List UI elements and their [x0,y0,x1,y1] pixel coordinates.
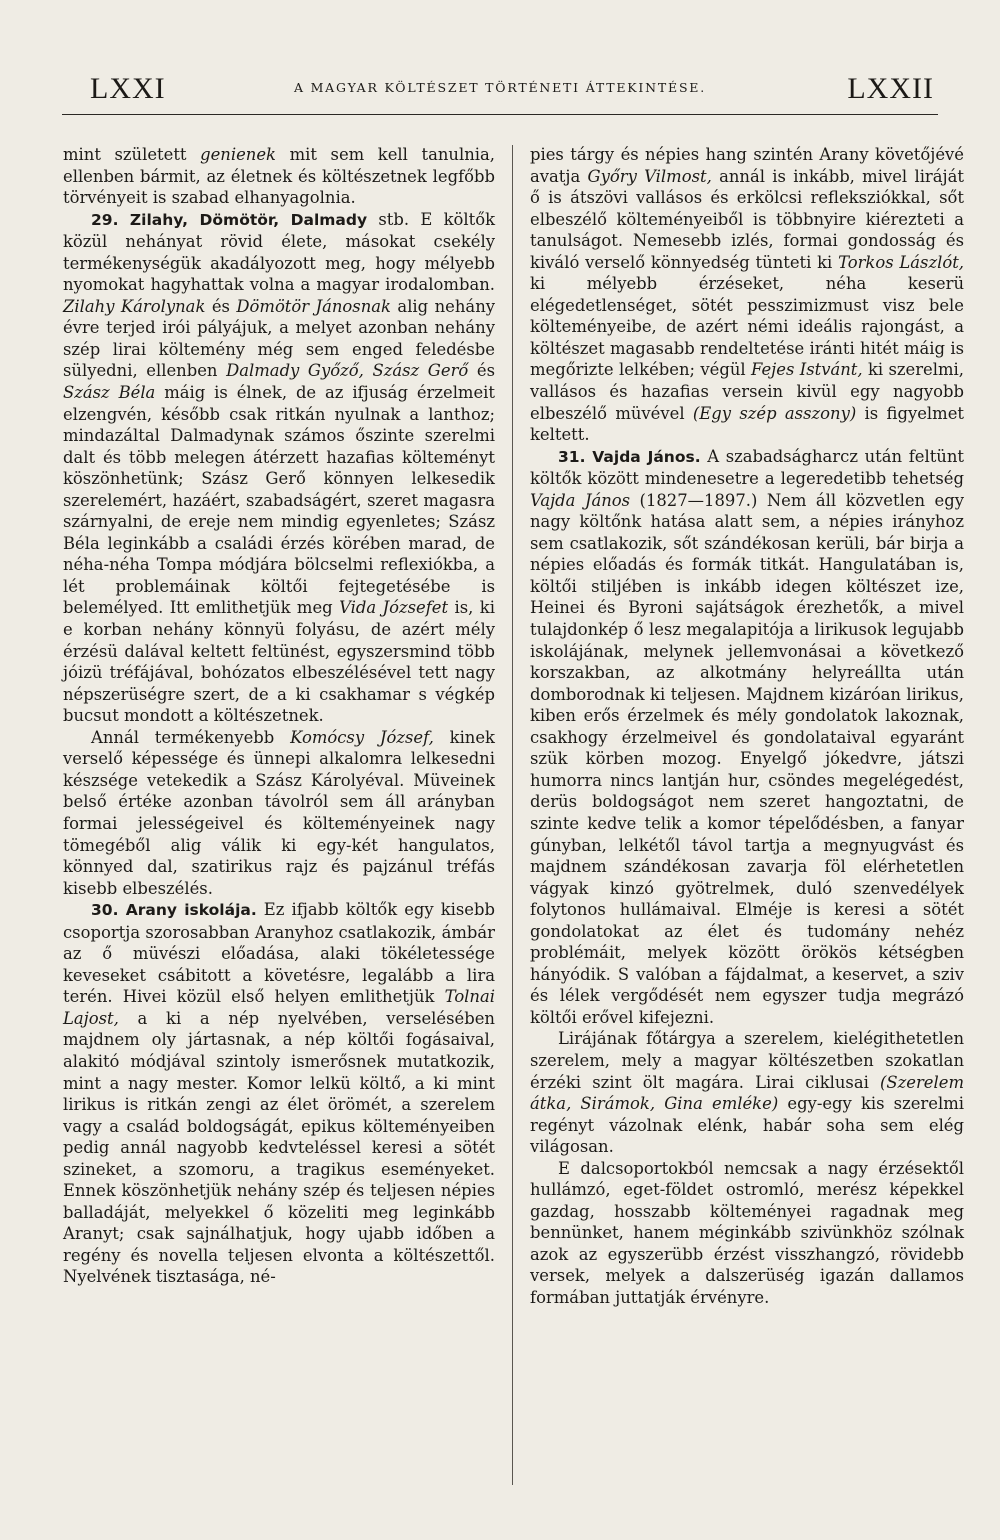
section-heading: 29. Zilahy, Dömötör, Dalmady [91,210,368,229]
page-number-right: LXXII [847,72,934,105]
left-column [63,144,495,1288]
section-31: 31. Vajda János. A szabadságharcz után feltünt költők között mindenesetre a legeredetibb tehetség Vajda János (1827—1897.) Nem áll közvetlen egy nagy költőnk hatása alatt sem, a népies irányhoz sem csatlakozik, sőt szándékosan kerüli, bár birja a népies előadás és formák titkát. Hangulatában is, költői stiljében is inkább idegen költészet ize, Heinei és Byroni sajátságok érezhetők, a mivel tulajdonkép ő lesz megalapitója a lirikusok legujabb iskolájának, melynek jellemvonásai a következő korszakban, az alkotmány helyreállta után domborodnak ki teljesen. Majdnem kizáróan lirikus, kiben erős érzelmek és mély gondolatok lakoznak, csakhogy érzelmeivel és gondolataival egyaránt szük körben mozog. Enyelgő jókedvre, játszi humorra nincs lantján hur, csöndes megelégedést, derüs boldogságot nem szeret hangoztatni, de szinte kedve telik a komor tépelődésben, a fanyar gúnyban, lelkétől távol tartja a megnyugvást és majdnem szándékosan zavarja föl elérhetetlen vágyak kinzó gyötrelmek, duló szenvedélyek folytonos hullámaival. Elméje is keresi a sötét gondolatokat az élet és tudomány nehéz problémáit, melyek között örökös kétségben hányódik. S valóban a fájdalmat, a keservet, a sziv és lélek vergődését nem egyszer tudja megrázó költői erővel kifejezni. [530,446,964,1027]
section-heading: 31. Vajda János. [558,447,701,466]
paragraph: pies tárgy és népies hang szintén Arany követőjévé avatja Győry Vilmost, annál is inkább, mivel liráját ő is átszövi vallásos és erkölcsi refleksziókkal, sőt elbeszélő költeményeiből is többnyire kiérezteti a tanulságot. Nemesebb izlés, formai gondosság és kiváló verselő könnyedség tünteti ki Torkos Lászlót, ki mélyebb érzéseket, néha keserü elégedetlenséget, sötét pesszimizmust visz bele költeményeibe, de azért némi ideális rajongást, a költészet magasabb rendeltetése iránti hitét máig is megőrizte lelkében; végül Fejes Istvánt, ki szerelmi, vallásos és hazafias versein kivül egy nagyobb elbeszélő müvével (Egy szép asszony) is figyelmet keltett. [530,145,964,445]
page-header [62,60,938,115]
section-29: 29. Zilahy, Dömötör, Dalmady stb. E költők közül nehányat rövid élete, másokat csekély termékenységük akadályozott meg, hogy mélyebb nyomokat hagyhattak volna a magyar irodalomban. Zilahy Károlynak és Dömötör Jánosnak alig nehány évre terjed irói pályájuk, a melyet azonban nehány szép lirai költemény még sem enged feledésbe sülyedni, ellenben Dalmady Győző, Szász Gerő és Szász Béla máig is élnek, de az ifjuság érzelmeit elzengvén, később csak ritkán nyulnak a lanthoz; mindazáltal Dalmadynak számos őszinte szerelmi dalt és több melegen átérzett hazafias költeményt köszönhetünk; Szász Gerő könnyen lelkesedik szerelemért, hazáért, szabadságért, szeret magasra szárnyalni, de ereje nem mindig egyenletes; Szász Béla leginkább a családi érzés körében marad, de néha-néha Tompa módjára bölcselmi reflexiókba, a lét problemáinak költői fejtegetésébe is belemélyed. Itt emlithetjük meg Vida Józsefet is, ki e korban nehány könnyü folyásu, de azért mély érzésü dalával keltett feltünést, egyszersmind több jóizü tréfájával, bohózatos elbeszélésével tett nagy népszerüségre szert, de a ki csakhamar s végkép bucsut mondott a költészetnek. [63,209,496,726]
running-title: A MAGYAR KÖLTÉSZET TÖRTÉNETI ÁTTEKINTÉSE. [293,80,707,95]
column-divider [512,145,513,1485]
right-column [530,144,964,1309]
section-heading: 30. Arany iskolája. [91,901,257,920]
paragraph: Annál termékenyebb Komócsy József, kinek verselő képessége és ünnepi alkalomra lelkesedni készsége vetekedik a Szász Károlyéval. Müveinek belső értéke azonban távolról sem áll arányban formai jelességeivel és költeményeinek nagy tömegéből alig válik ki egy-két hangulatos, könnyed dal, szatirikus rajz és pajzánul tréfás kisebb elbeszélés. [63,727,495,898]
paragraph: E dalcsoportokból nemcsak a nagy érzésektől hullámzó, eget-földet ostromló, merész képekkel gazdag, hosszabb költeményei ragadnak meg bennünket, hanem méginkább szivünkhöz szólnak azok az egyszerübb érzést visszhangzó, rövidebb versek, melyek a dalszerüség igazán dallamos formában juttatják érvényre. [530,1158,964,1307]
paragraph: mint született genienek mit sem kell tanulnia, ellenben bármit, az életnek és költészetnek legfőbb törvényeit is szabad elhanyagolnia. [63,145,495,208]
section-30: 30. Arany iskolája. Ez ifjabb költők egy kisebb csoportja szorosabban Aranyhoz csatlakozik, ámbár az ő müvészi előadása, alaki tökéletessége keveseket csábitott a követésre, legalább a lira terén. Hivei közül első helyen emlithetjük Tolnai Lajost, a ki a nép nyelvében, verselésében majdnem oly jártasnak, a nép költői fogásaival, alakitó módjával szintoly ismerősnek mutatkozik, mint a nagy mester. Komor lelkü költő, a ki mint lirikus is ritkán zengi az élet örömét, a szerelem vagy a család boldogságát, epikus költeményeiben pedig annál nagyobb kedvteléssel keresi a sötét szineket, a szomoru, a tragikus eseményeket. Ennek köszönhetjük nehány szép és teljesen népies balladáját, melyekkel ő közeliti meg leginkább Aranyt; csak sajnálhatjuk, hogy ujabb időben a regény és novella teljesen elvonta a költészettől. Nyelvének tisztasága, né- [63,900,495,1287]
paragraph: Lirájának főtárgya a szerelem, kielégithetetlen szerelem, mely a magyar költészetben szokatlan érzéki szint ölt magára. Lirai ciklusai (Szerelem átka, Sirámok, Gina emléke) egy-egy kis szerelmi regényt vázolnak elénk, habár soha sem elég világosan. [530,1029,964,1157]
page-number-left: LXXI [90,72,166,105]
